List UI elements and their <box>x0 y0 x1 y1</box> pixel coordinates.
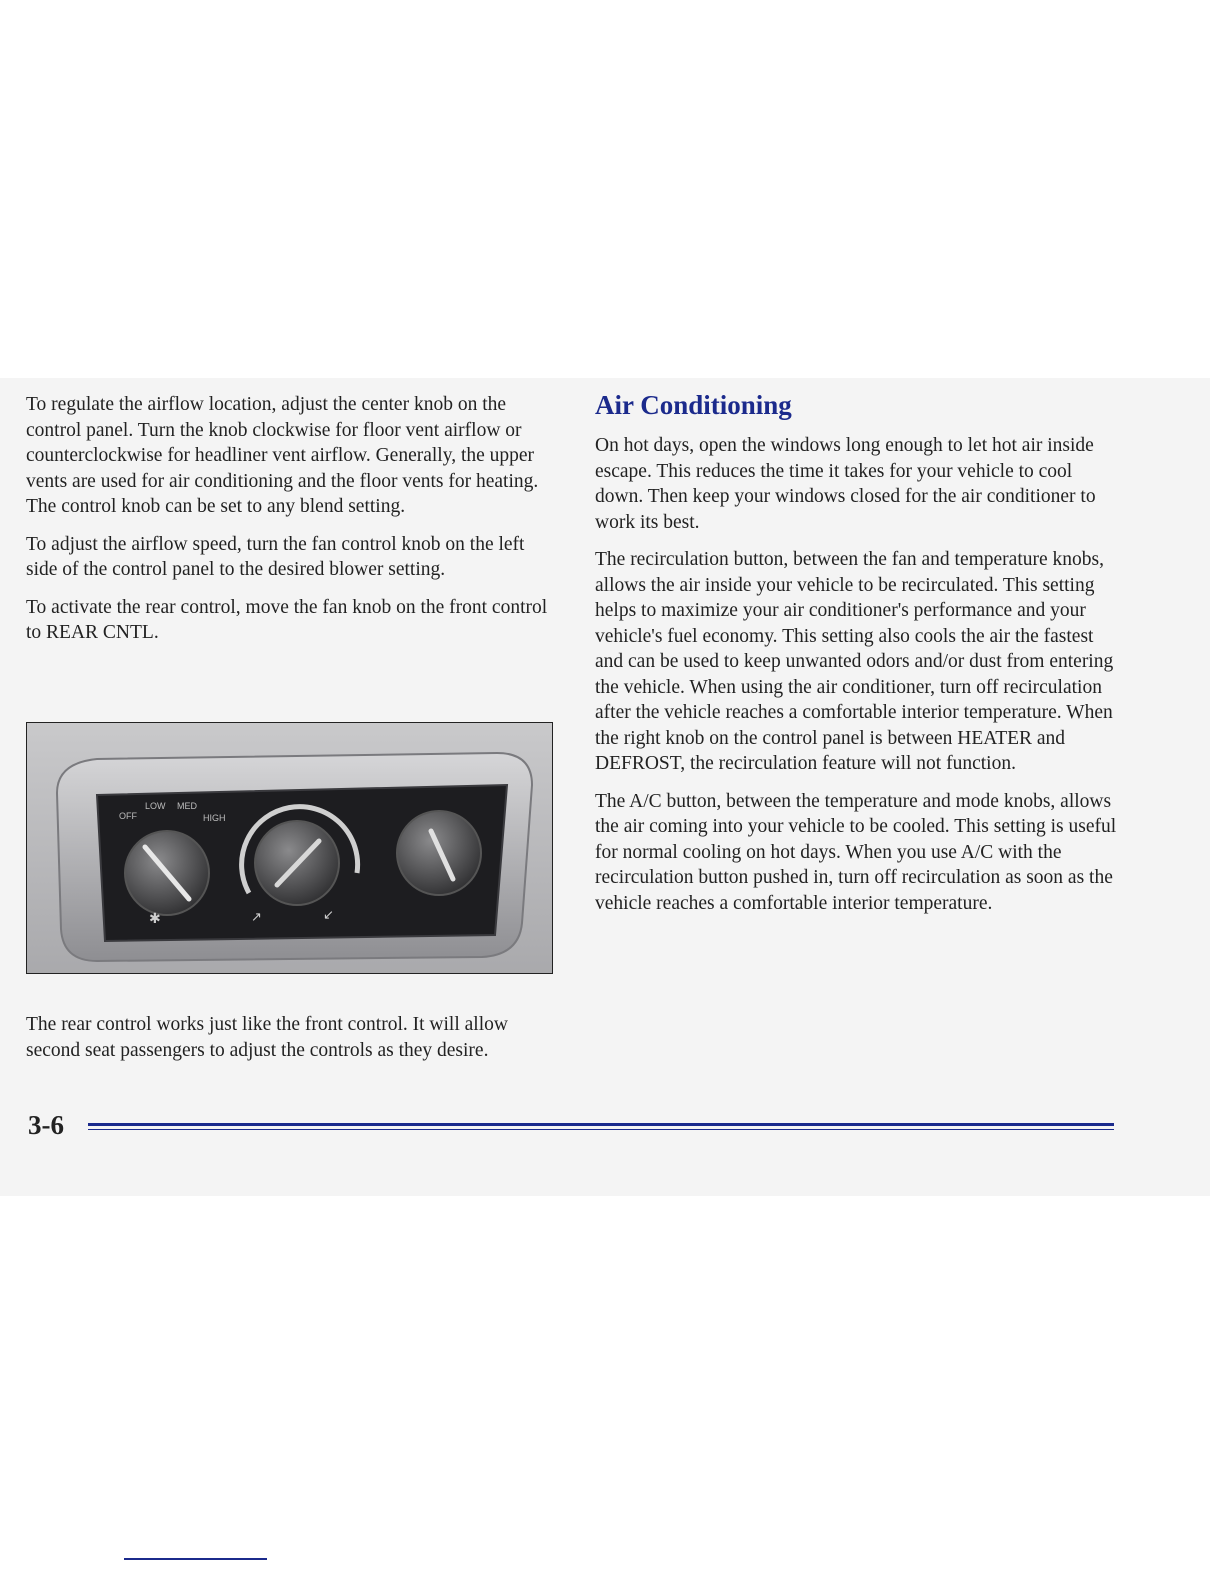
fan-speed-knob <box>125 831 209 915</box>
fan-label-med: MED <box>177 801 197 811</box>
right-column <box>595 390 1125 928</box>
headliner-vent-icon: ↙ <box>323 908 334 923</box>
bottom-link-underline <box>124 1558 267 1560</box>
rear-control-panel-photo <box>26 722 553 974</box>
paragraph-airflow-location: To regulate the airflow location, adjust the center knob on the control panel. Turn the knob clockwise for floor vent airflow or counterclockwise for headliner vent airflow. Generally, the upper vents are used for air conditioning and the floor vents for heating. The control knob can be set to any blend setting. <box>26 394 539 517</box>
fan-icon: ✱ <box>149 911 161 927</box>
paragraph-recirculation: The recirculation button, between the fan and temperature knobs, allows the air inside your vehicle to be recirculated. This setting helps to maximize your air conditioner's performance and your vehicle's fuel economy. This setting also cools the air the fastest and can be used to keep unwanted odors and/or dust from entering the vehicle. When using the air conditioner, turn off recirculation after the vehicle reaches a comfortable interior temperature. When the right knob on the control panel is between HEATER and DEFROST, the recirculation feature will not function. <box>595 549 1114 774</box>
fan-label-off: OFF <box>119 811 137 821</box>
paragraph-airflow-speed: To adjust the airflow speed, turn the fan control knob on the left side of the control panel to the desired blower setting. <box>26 533 525 580</box>
footer-rule <box>88 1123 1114 1130</box>
fan-label-high: HIGH <box>203 813 226 823</box>
paragraph-rear-control-usage: The rear control works just like the front control. It will allow second seat passengers to adjust the controls as they desire. <box>26 1014 508 1061</box>
section-heading-air-conditioning: Air Conditioning <box>595 390 792 420</box>
paragraph-ac-button: The A/C button, between the temperature and mode knobs, allows the air coming into your vehicle to be cooled. This setting is useful for normal cooling on hot days. When you use A/C with the recirculation button pushed in, turn off recirculation as soon as the vehicle reaches a comfortable interior temperature. <box>595 790 1117 914</box>
fan-label-low: LOW <box>145 801 166 811</box>
left-column-after-figure <box>26 1012 554 1075</box>
left-column <box>26 392 554 658</box>
paragraph-hot-days: On hot days, open the windows long enough to let hot air inside escape. This reduces the time it takes for your vehicle to cool down. Then keep your windows closed for the air conditioner to work its best. <box>595 435 1096 533</box>
page-number: 3-6 <box>28 1110 64 1140</box>
paragraph-rear-control: To activate the rear control, move the fan knob on the front control to REAR CNTL. <box>26 596 548 643</box>
mode-knob <box>397 811 481 895</box>
floor-vent-icon: ↗ <box>251 910 262 925</box>
